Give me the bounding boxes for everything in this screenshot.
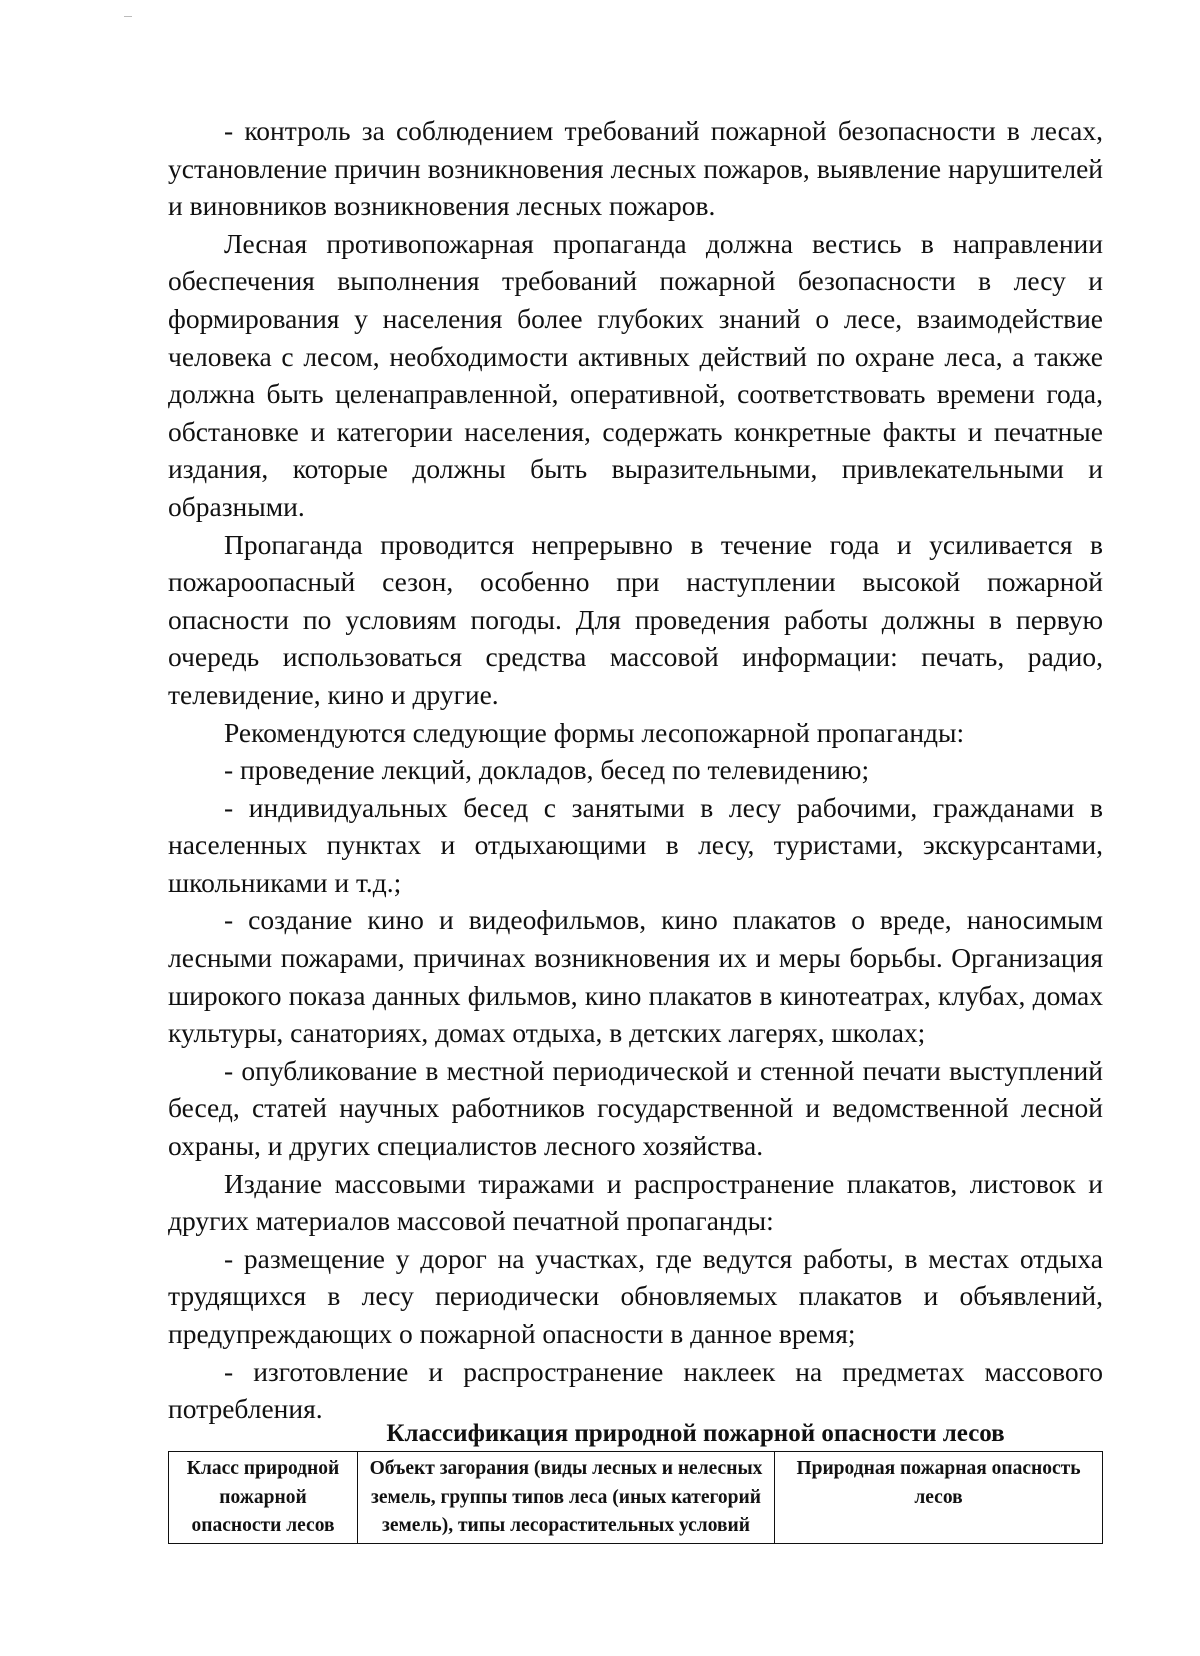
paragraph: - размещение у дорог на участках, где ведутся работы, в местах отдыха трудящихся в лесу периодически обновляемых плакатов и объявлений, предупреждающих о пожарной опасности в данное время; [168,1242,1103,1349]
paragraph: - контроль за соблюдением требований пожарной безопасности в лесах, установление причин возникновения лесных пожаров, выявление нарушителей и виновников возникновения лесных пожаров. [168,115,1103,222]
document-body [168,112,1103,1428]
classification-table [168,1451,1103,1544]
paragraph: Лесная противопожарная пропаганда должна вестись в направлении обеспечения выполнения требований пожарной безопасности в лесу и формирования у населения более глубоких знаний о лесе, взаимодействие человека с лесом, необходимости активных действий по охране леса, а также должна быть целенаправленной, оперативной, соответствовать времени года, обстановке и категории населения, содержать конкретные факты и печатные издания, которые должны быть выразительными, привлекательными и образными. [168,227,1103,522]
header-cell-danger: Природная пожарная опасность лесов [775,1452,1103,1544]
paragraph: Пропаганда проводится непрерывно в течение года и усиливается в пожароопасный сезон, особенно при наступлении высокой пожарной опасности по условиям погоды. Для проведения работы должны в первую очередь использоваться средства массовой информации: печать, радио, телевидение, кино и другие. [168,528,1103,710]
paragraph: - опубликование в местной периодической и стенной печати выступлений бесед, статей научных работников государственной и ведомственной лесной охраны, и других специалистов лесного хозяйства. [168,1054,1103,1162]
scan-artifact [124,16,132,17]
paragraph: - проведение лекций, докладов, бесед по телевидению; [224,754,870,786]
paragraph: - индивидуальных бесед с занятыми в лесу рабочими, гражданами в населенных пунктах и отдыхающими в лесу, туристами, экскурсантами, школьниками и т.д.; [168,791,1103,898]
table-title: Классификация природной пожарной опасности лесов [386,1420,1005,1447]
header-cell-object: Объект загорания (виды лесных и нелесных земель, группы типов леса (иных категорий земель), типы лесорастительных условий [358,1452,775,1544]
paragraph: Рекомендуются следующие формы лесопожарной пропаганды: [224,716,965,748]
header-cell-class: Класс природной пожарной опасности лесов [169,1452,358,1544]
paragraph: - изготовление и распространение наклеек на предметах массового потребления. [168,1355,1103,1425]
paragraph: Издание массовыми тиражами и распространение плакатов, листовок и других материалов массовой печатной пропаганды: [168,1167,1103,1237]
paragraph: - создание кино и видеофильмов, кино плакатов о вреде, наносимым лесными пожарами, причинах возникновения их и меры борьбы. Организация широкого показа данных фильмов, кино плакатов в кинотеатрах, клубах, домах культуры, санаториях, домах отдыха, в детских лагерях, школах; [168,904,1103,1049]
table-header-row [169,1452,1103,1544]
